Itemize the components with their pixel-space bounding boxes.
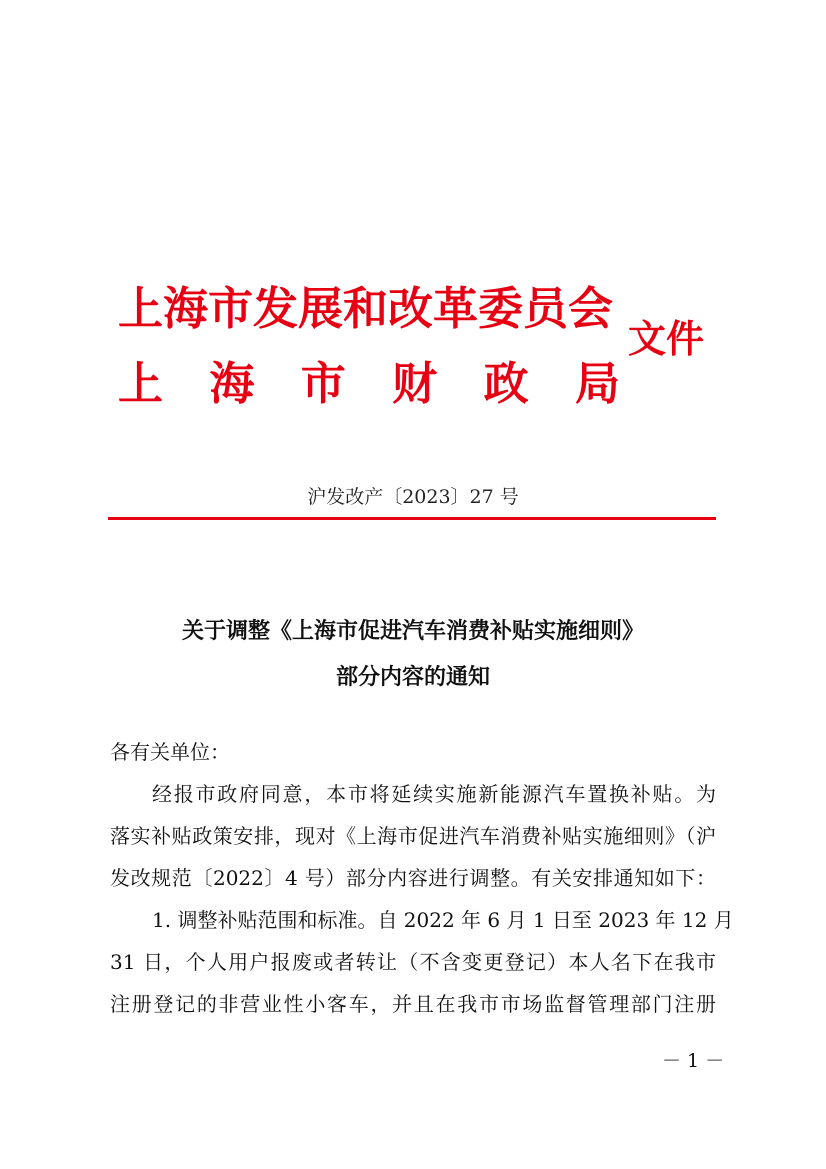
issuer-char: 市 xyxy=(300,357,346,410)
red-divider-line xyxy=(108,517,716,520)
salutation: 各有关单位： xyxy=(110,740,230,764)
body-line: 落实补贴政策安排，现对《上海市促进汽车消费补贴实施细则》（沪 xyxy=(110,824,716,848)
document-number: 沪发改产〔2023〕27 号 xyxy=(307,486,519,508)
document-title-line2: 部分内容的通知 xyxy=(335,664,490,690)
issuer-char: 政 xyxy=(483,357,529,410)
issuer-char: 上 xyxy=(118,357,164,410)
issuer-char: 财 xyxy=(392,357,438,410)
issuer-char: 海 xyxy=(209,357,255,410)
body-line: 发改规范〔2022〕4 号）部分内容进行调整。有关安排通知如下： xyxy=(110,866,716,890)
body-line: 1. 调整补贴范围和标准。自 2022 年 6 月 1 日至 2023 年 12 月 xyxy=(152,908,734,932)
body-line: 注册登记的非营业性小客车，并且在我市市场监督管理部门注册 xyxy=(110,992,716,1016)
body-line: 经报市政府同意，本市将延续实施新能源汽车置换补贴。为 xyxy=(152,782,716,806)
document-title-line1: 关于调整《上海市促进汽车消费补贴实施细则》 xyxy=(181,618,644,644)
issuer-name-finance-bureau xyxy=(118,347,620,412)
issuer-char: 局 xyxy=(574,357,620,410)
body-line: 31 日，个人用户报废或者转让（不含变更登记）本人名下在我市 xyxy=(110,950,716,974)
issuer-suffix-document: 文件 xyxy=(628,316,705,361)
page-number: － 1 － xyxy=(662,1050,725,1072)
issuer-name-ndrc: 上海市发展和改革委员会 xyxy=(118,282,614,335)
document-body xyxy=(110,737,734,1037)
